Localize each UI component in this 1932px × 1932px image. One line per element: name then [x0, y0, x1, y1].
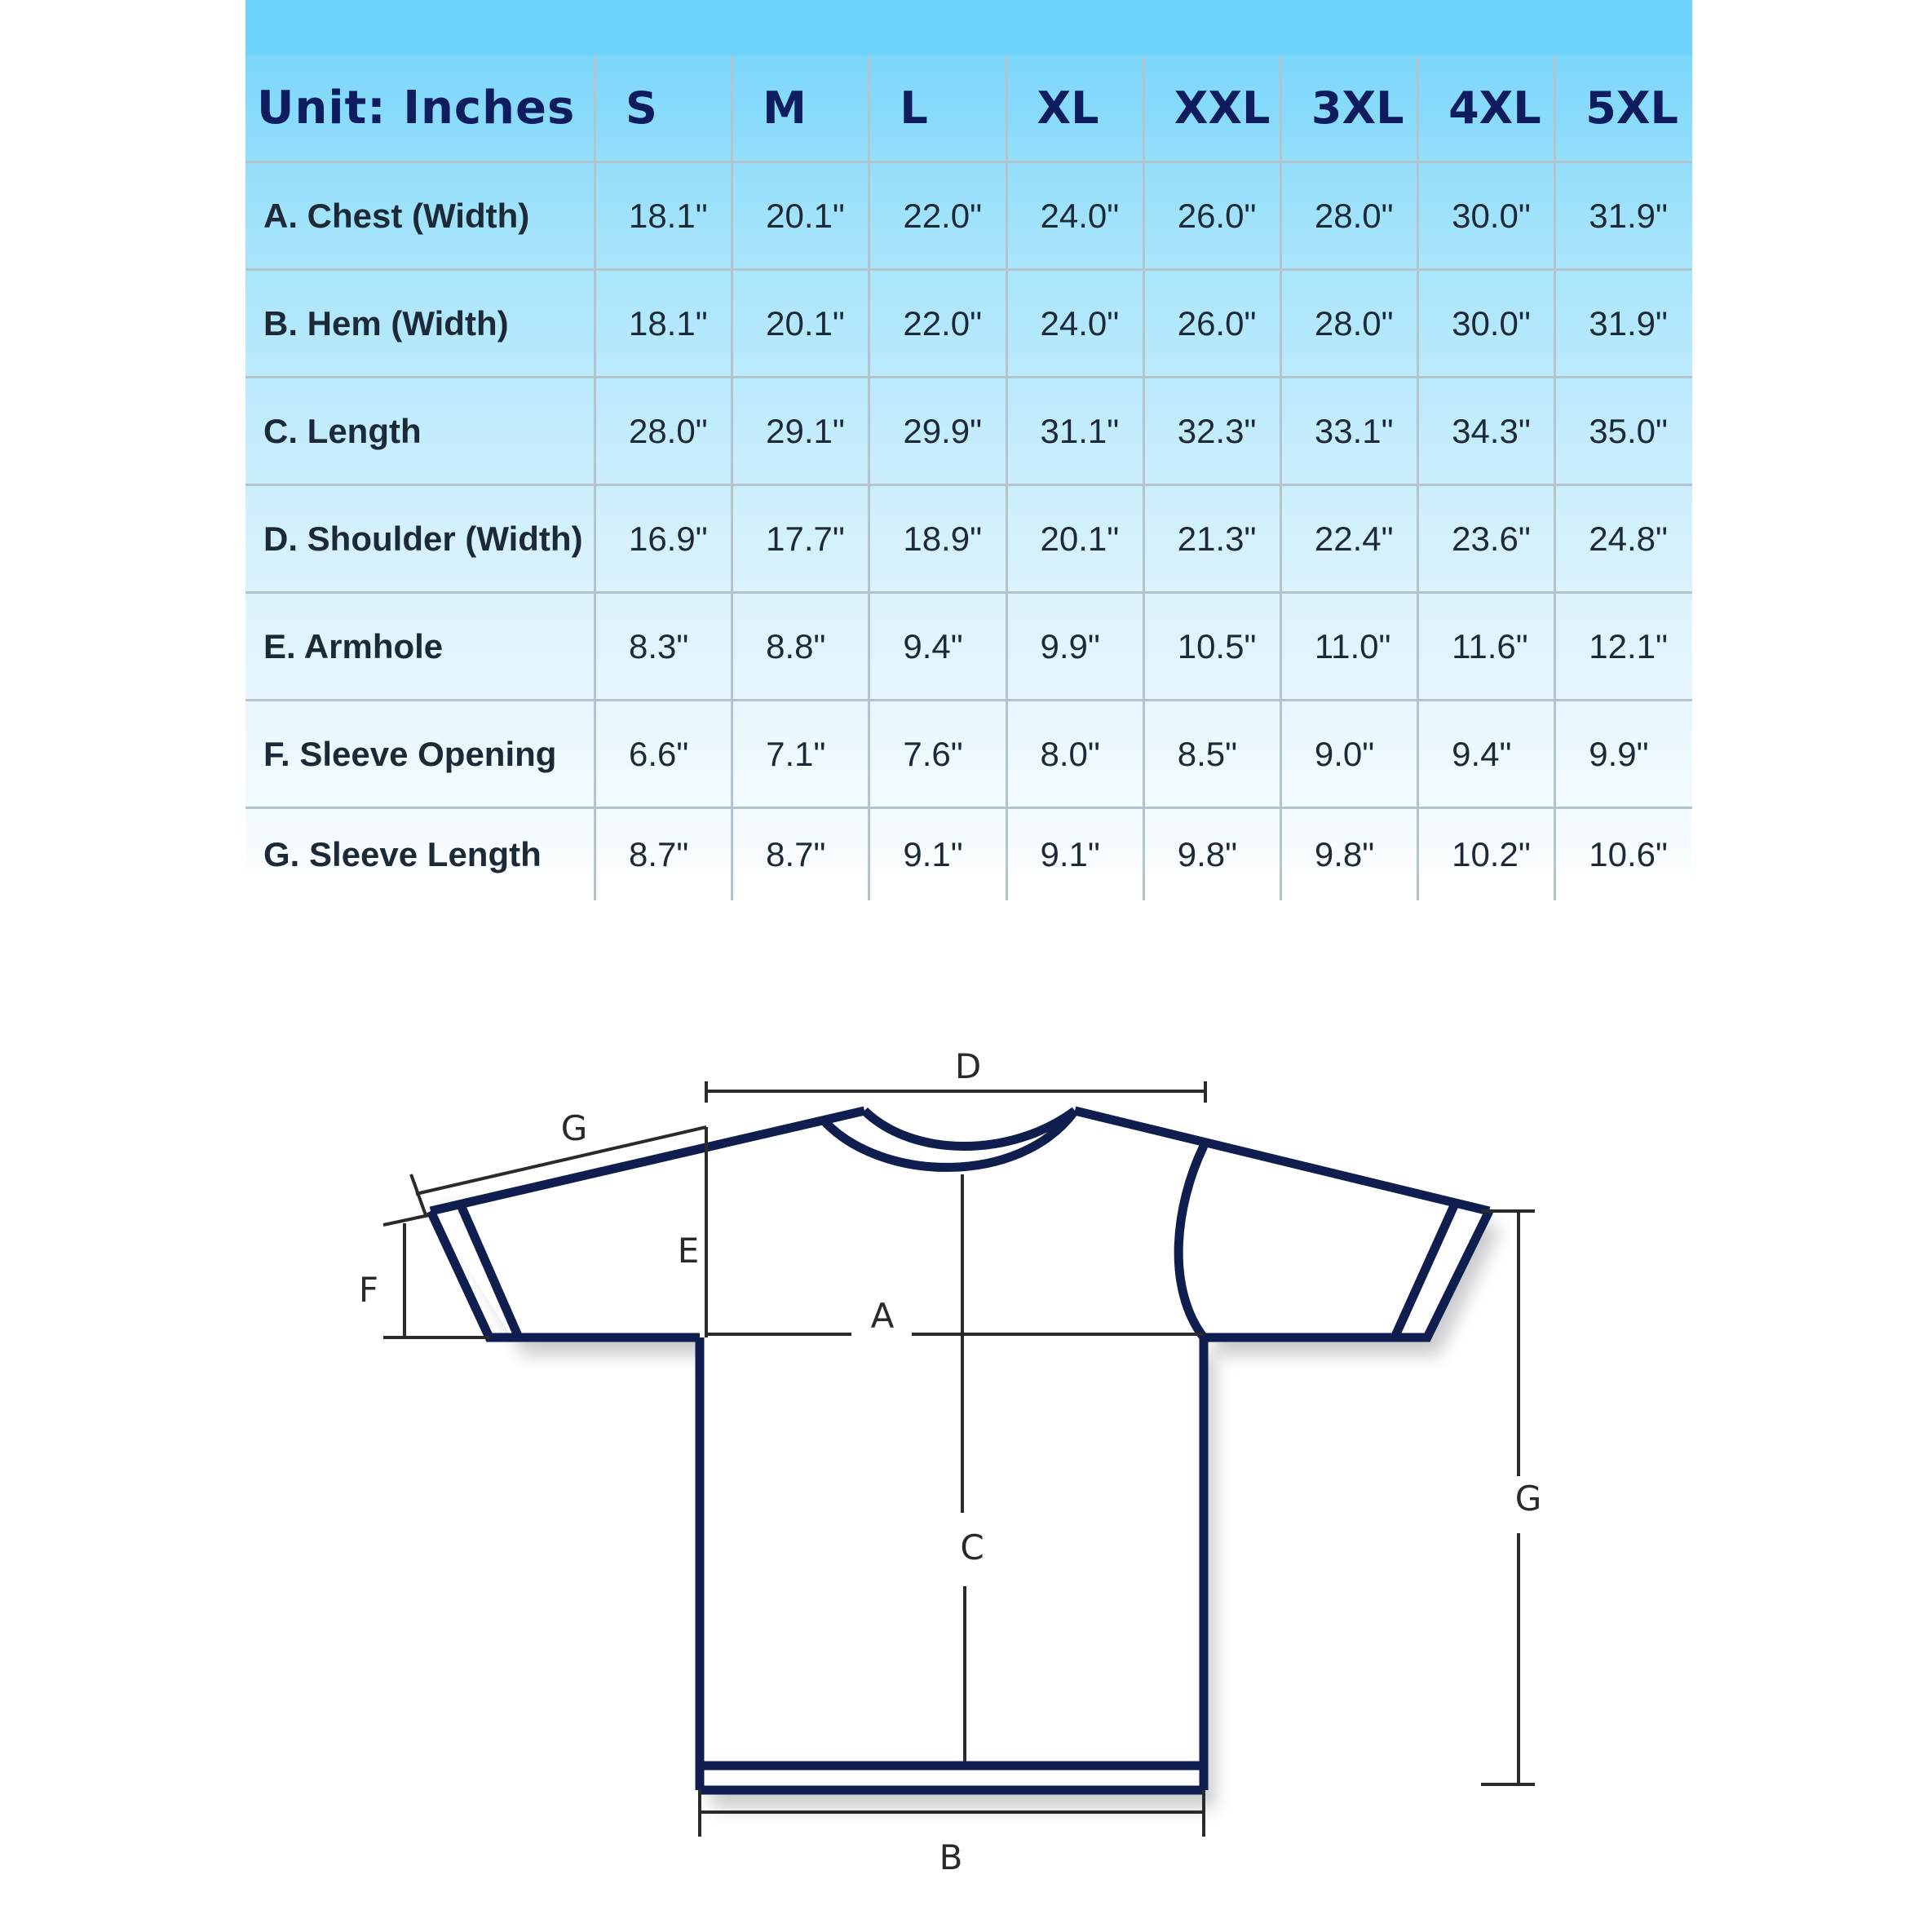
- measurement-cell-5xl: 31.9": [1555, 270, 1692, 378]
- measurement-cell-xl: 9.1": [1006, 808, 1143, 901]
- measurement-cell-l: 7.6": [869, 701, 1006, 808]
- measurement-cell-xxl: 9.8": [1143, 808, 1280, 901]
- size-header-5xl: 5XL: [1555, 55, 1692, 162]
- row-label: G. Sleeve Length: [245, 808, 595, 901]
- measurement-cell-m: 20.1": [732, 162, 869, 270]
- measurement-cell-l: 29.9": [869, 378, 1006, 485]
- measurement-cell-5xl: 9.9": [1555, 701, 1692, 808]
- measurement-cell-4xl: 9.4": [1418, 701, 1555, 808]
- measurement-cell-m: 17.7": [732, 485, 869, 593]
- measurement-cell-s: 18.1": [595, 270, 732, 378]
- measurement-cell-4xl: 30.0": [1418, 270, 1555, 378]
- size-header-s: S: [595, 55, 732, 162]
- measurement-cell-xxl: 32.3": [1143, 378, 1280, 485]
- measurement-cell-xxl: 10.5": [1143, 593, 1280, 701]
- measurement-cell-5xl: 31.9": [1555, 162, 1692, 270]
- measurement-cell-s: 28.0": [595, 378, 732, 485]
- measurement-cell-xxl: 8.5": [1143, 701, 1280, 808]
- row-label: E. Armhole: [245, 593, 595, 701]
- measurement-cell-xxl: 21.3": [1143, 485, 1280, 593]
- size-header-4xl: 4XL: [1418, 55, 1555, 162]
- measurement-cell-xl: 9.9": [1006, 593, 1143, 701]
- measurement-cell-l: 22.0": [869, 162, 1006, 270]
- size-header-xl: XL: [1006, 55, 1143, 162]
- measurement-cell-m: 20.1": [732, 270, 869, 378]
- measurement-cell-3xl: 9.0": [1280, 701, 1417, 808]
- measurement-cell-xl: 24.0": [1006, 270, 1143, 378]
- label-b: B: [939, 1837, 963, 1877]
- measurement-cell-5xl: 24.8": [1555, 485, 1692, 593]
- measurement-cell-xl: 20.1": [1006, 485, 1143, 593]
- measurement-cell-l: 9.4": [869, 593, 1006, 701]
- measurement-cell-s: 18.1": [595, 162, 732, 270]
- measurement-cell-4xl: 30.0": [1418, 162, 1555, 270]
- measurement-cell-3xl: 9.8": [1280, 808, 1417, 901]
- measurement-cell-s: 8.3": [595, 593, 732, 701]
- measurement-cell-xl: 24.0": [1006, 162, 1143, 270]
- measurement-cell-l: 9.1": [869, 808, 1006, 901]
- measurement-cell-3xl: 33.1": [1280, 378, 1417, 485]
- measurement-cell-xl: 31.1": [1006, 378, 1143, 485]
- measurement-cell-m: 8.7": [732, 808, 869, 901]
- measurement-cell-4xl: 23.6": [1418, 485, 1555, 593]
- measure-g-sleeve-tick: [411, 1174, 426, 1215]
- measurement-cell-s: 6.6": [595, 701, 732, 808]
- tshirt-body-fill: [431, 1111, 1489, 1790]
- label-e: E: [677, 1231, 700, 1271]
- measurement-cell-l: 18.9": [869, 485, 1006, 593]
- size-header-3xl: 3XL: [1280, 55, 1417, 162]
- measurement-cell-5xl: 35.0": [1555, 378, 1692, 485]
- label-a: A: [870, 1296, 895, 1336]
- unit-label: Unit: Inches: [245, 55, 595, 162]
- measurement-cell-4xl: 10.2": [1418, 808, 1555, 901]
- measurement-cell-xl: 8.0": [1006, 701, 1143, 808]
- size-header-xxl: XXL: [1143, 55, 1280, 162]
- measurement-cell-s: 8.7": [595, 808, 732, 901]
- row-label: B. Hem (Width): [245, 270, 595, 378]
- measurement-cell-3xl: 28.0": [1280, 162, 1417, 270]
- label-c: C: [960, 1527, 984, 1567]
- measurement-cell-xxl: 26.0": [1143, 270, 1280, 378]
- measurement-cell-4xl: 11.6": [1418, 593, 1555, 701]
- size-header-m: M: [732, 55, 869, 162]
- measurement-cell-s: 16.9": [595, 485, 732, 593]
- row-label: D. Shoulder (Width): [245, 485, 595, 593]
- measurement-cell-m: 29.1": [732, 378, 869, 485]
- measurement-cell-4xl: 34.3": [1418, 378, 1555, 485]
- label-d: D: [954, 1046, 982, 1086]
- measurement-cell-5xl: 10.6": [1555, 808, 1692, 901]
- row-label: A. Chest (Width): [245, 162, 595, 270]
- measurement-cell-m: 8.8": [732, 593, 869, 701]
- row-label: F. Sleeve Opening: [245, 701, 595, 808]
- label-g-side: G: [1514, 1479, 1542, 1519]
- measurement-cell-xxl: 26.0": [1143, 162, 1280, 270]
- measurement-cell-3xl: 22.4": [1280, 485, 1417, 593]
- measurement-cell-3xl: 11.0": [1280, 593, 1417, 701]
- label-g-sleeve: G: [560, 1108, 588, 1148]
- measurement-cell-l: 22.0": [869, 270, 1006, 378]
- measurement-cell-3xl: 28.0": [1280, 270, 1417, 378]
- row-label: C. Length: [245, 378, 595, 485]
- measurement-cell-5xl: 12.1": [1555, 593, 1692, 701]
- size-header-l: L: [869, 55, 1006, 162]
- label-f: F: [358, 1270, 379, 1310]
- measurement-cell-m: 7.1": [732, 701, 869, 808]
